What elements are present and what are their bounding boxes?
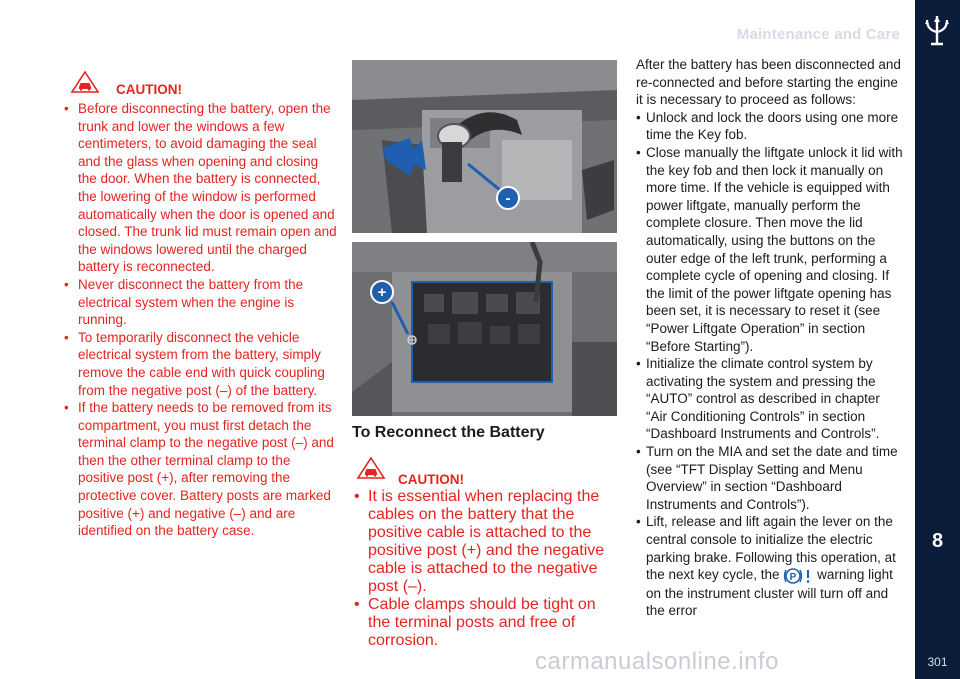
list-item: • Turn on the MIA and set the date and time (see “TFT Display Setting and Menu Overview” in section “Dashboard Instruments and Controls”). [636,443,904,513]
list-item: • To temporarily disconnect the vehicle electrical system from the battery, simply remove the cable end with quick coupling from the negative post (–) of the battery. [62,329,338,399]
list-item: • Cable clamps should be tight on the terminal posts and free of corrosion. [352,596,620,650]
caution-label: CAUTION! [398,472,464,487]
caution-label: CAUTION! [116,82,182,97]
caution-heading [62,80,338,100]
list-item: • Unlock and lock the doors using one more time the Key fob. [636,109,904,144]
list-item-text: Lift, release and lift again the lever on the central console to initialize the electric parking brake. Following this operation, at the next key cycle, the [646,514,896,583]
list-item-text: warning light on the instrument cluster will turn off and the error [646,567,893,619]
trident-logo-icon [922,14,952,48]
procedure-list [636,109,904,620]
list-item: • Close manually the liftgate unlock it lid with the key fob and then lock it manually on more time. If the vehicle is equipped with power liftgate, manually perform the complete closure. Then move the lid automatically, using the buttons on the outer edge of the left trunk, performing a complete cycle of opening and closing. If the limit of the power liftgate opening has been set, it is necessary to reset it (see “Power Liftgate Operation” in section “Before Starting”). [636,144,904,355]
list-item: • Never disconnect the battery from the electrical system when the engine is running. [62,276,338,329]
left-column [62,80,338,540]
section-header-title: Maintenance and Care [736,26,900,43]
negative-callout: - [505,190,511,207]
page-number: 301 [927,655,948,669]
list-item: • Before disconnecting the battery, open the trunk and lower the windows a few centimeters, to avoid damaging the seal and the glass when opening and closing the door. When the battery is connected, the lowering of the window is performed automatically when the door is opened and closed. The trunk lid must remain open and the windows lowered until the charged battery is reconnected. [62,100,338,276]
list-item: • Initialize the climate control system by activating the system and pressing the “AUTO” control as described in chapter “Air Conditioning Controls” in section “Dashboard Instruments and Controls”. [636,355,904,443]
list-item: • If the battery needs to be removed from its compartment, you must first detach the terminal clamp to the negative post (–) and then the other terminal clamp to the positive post (+), after removing the protective cover. Battery posts are marked positive (+) and negative (–) and are identified on the battery case. [62,399,338,540]
intro-paragraph: After the battery has been disconnected and re-connected and before starting the engine it is necessary to proceed as follows: [636,57,901,108]
watermark: carmanualsonline.info [535,648,779,675]
warning-triangle-car-icon [356,456,386,480]
section-title: To Reconnect the Battery [352,424,545,441]
list-item [636,513,904,619]
caution-list [62,100,338,540]
list-item: • It is essential when replacing the cables on the battery that the positive cable is attached to the positive post (+) and the negative cable is attached to the negative post (–). [352,488,620,596]
chapter-sidebar [915,0,960,679]
chapter-number: 8 [931,530,944,552]
battery-positive-post-photo [352,242,617,416]
right-column [636,56,904,620]
parking-brake-warning-icon [783,567,813,585]
reconnect-caution-list [352,488,620,650]
warning-triangle-car-icon [70,70,100,94]
battery-negative-post-photo [352,60,617,233]
positive-callout: + [377,284,387,301]
svg-text:P: P [790,571,797,583]
